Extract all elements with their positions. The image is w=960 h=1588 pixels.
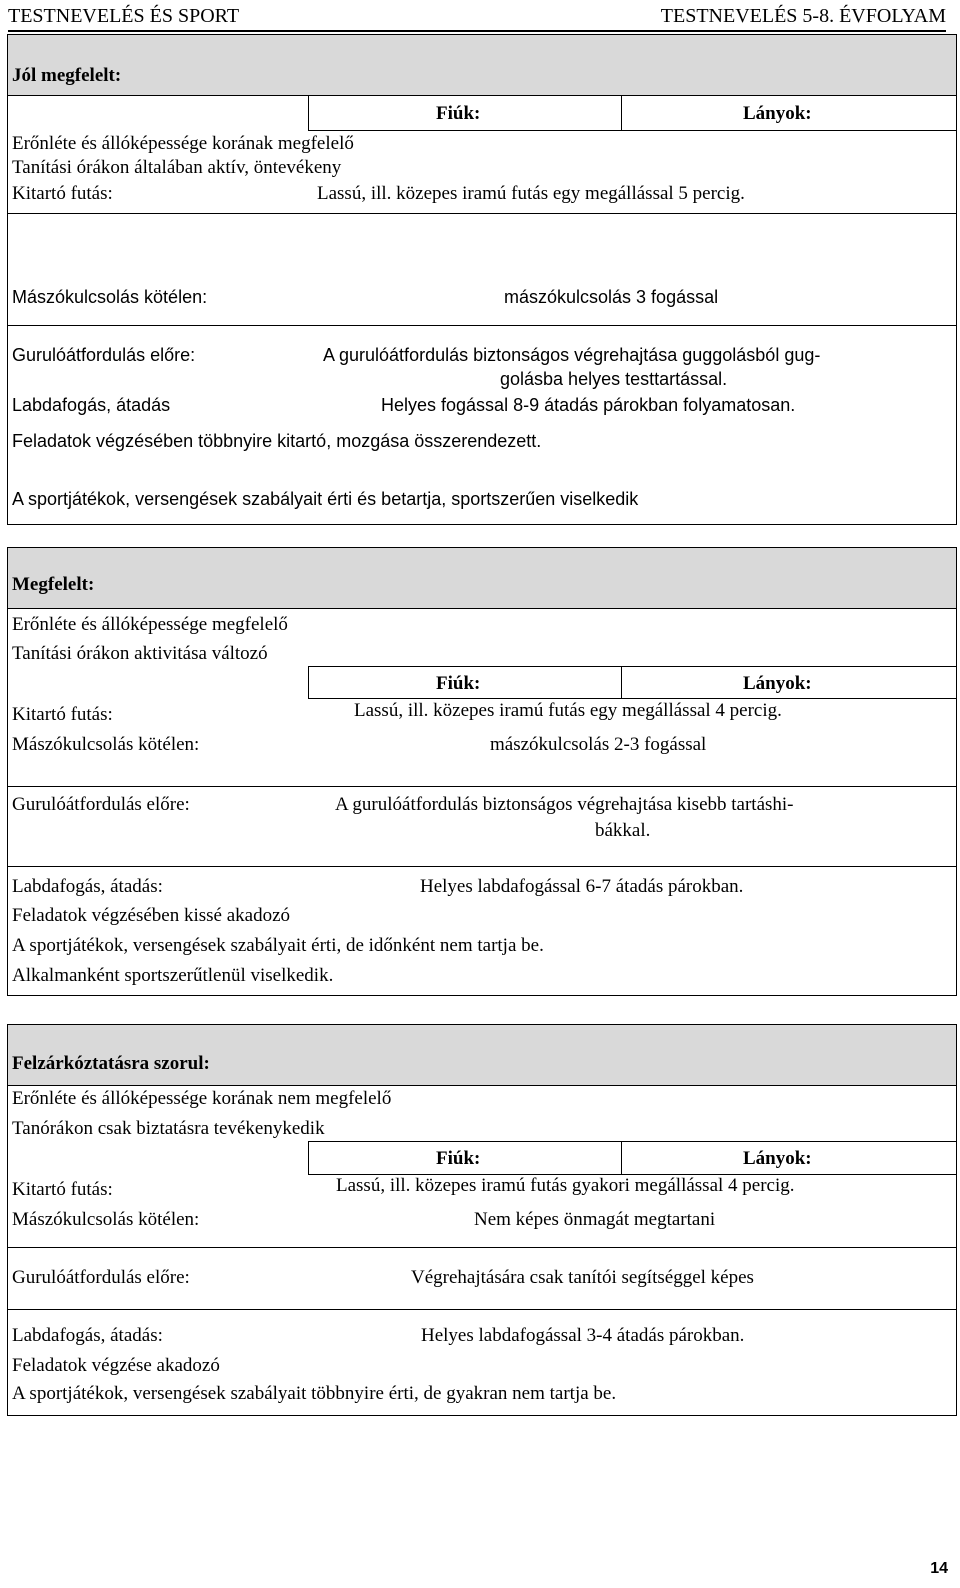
ball-label: Labdafogás, átadás <box>12 395 171 415</box>
boys-header: Fiúk: <box>436 103 481 124</box>
ball-value: Helyes labdafogással 6-7 átadás párokban. <box>420 876 744 897</box>
rules-line: A sportjátékok, versengések szabályait többnyire érti, de gyakran nem tartja be. <box>12 1383 617 1404</box>
climb-label: Mászókulcsolás kötélen: <box>12 287 208 307</box>
header-subject: TESTNEVELÉS ÉS SPORT <box>8 5 240 27</box>
ball-label: Labdafogás, átadás: <box>12 876 163 897</box>
climb-value: mászókulcsolás 3 fogással <box>504 287 719 307</box>
ball-value: Helyes labdafogással 3-4 átadás párokban. <box>421 1325 745 1346</box>
tasks-line: Feladatok végzésében kissé akadozó <box>12 905 291 926</box>
rules-line: A sportjátékok, versengések szabályait érti és betartja, sportszerűen viselkedik <box>12 489 639 509</box>
section-title: Megfelelt: <box>12 574 95 595</box>
header-grade: TESTNEVELÉS 5-8. ÉVFOLYAM <box>660 5 946 27</box>
behaviour-line: Alkalmanként sportszerűtlenül viselkedik. <box>12 965 334 986</box>
roll-value-1: A gurulóátfordulás biztonságos végrehajtása guggolásból gug- <box>323 345 821 365</box>
activity-line: Tanórákon csak biztatásra tevékenykedik <box>12 1118 325 1139</box>
page-header <box>8 4 946 32</box>
fitness-line: Erőnléte és állóképessége korának megfelelő <box>12 133 354 154</box>
climb-value: Nem képes önmagát megtartani <box>474 1209 716 1230</box>
run-value: Lassú, ill. közepes iramú futás egy megállással 4 percig. <box>354 700 782 721</box>
run-label: Kitartó futás: <box>12 183 113 204</box>
section-title-band <box>8 35 956 96</box>
run-value: Lassú, ill. közepes iramú futás gyakori megállással 4 percig. <box>336 1175 795 1196</box>
climb-label: Mászókulcsolás kötélen: <box>12 734 200 755</box>
climb-label: Mászókulcsolás kötélen: <box>12 1209 200 1230</box>
roll-label: Gurulóátfordulás előre: <box>12 1267 190 1288</box>
roll-value-2: golásba helyes testtartással. <box>500 369 728 389</box>
boys-header: Fiúk: <box>436 673 481 694</box>
roll-value-1: A gurulóátfordulás biztonságos végrehajtása kisebb tartáshi- <box>335 794 794 815</box>
tasks-line: Feladatok végzésében többnyire kitartó, mozgása összerendezett. <box>12 431 542 451</box>
ball-label: Labdafogás, átadás: <box>12 1325 163 1346</box>
fitness-line: Erőnléte és állóképessége megfelelő <box>12 614 288 635</box>
page-number: 14 <box>930 1560 948 1577</box>
climb-value: mászókulcsolás 2-3 fogással <box>490 734 707 755</box>
roll-value-2: bákkal. <box>595 820 651 841</box>
fitness-line: Erőnléte és állóképessége korának nem megfelelő <box>12 1088 392 1109</box>
tasks-line: Feladatok végzése akadozó <box>12 1355 220 1376</box>
roll-value: Végrehajtására csak tanítói segítséggel képes <box>411 1267 754 1288</box>
roll-label: Gurulóátfordulás előre: <box>12 794 190 815</box>
section-megfelelt <box>7 547 957 996</box>
run-label: Kitartó futás: <box>12 1179 113 1200</box>
section-title-band <box>8 548 956 609</box>
section-title: Jól megfelelt: <box>12 65 122 86</box>
activity-line: Tanítási órákon általában aktív, öntevékeny <box>12 157 342 178</box>
girls-header: Lányok: <box>743 1148 812 1169</box>
ball-value: Helyes fogással 8-9 átadás párokban folyamatosan. <box>381 395 796 415</box>
activity-line: Tanítási órákon aktivitása változó <box>12 643 268 664</box>
section-title-band <box>8 1025 956 1086</box>
section-jol-megfelelt <box>7 34 957 525</box>
run-label: Kitartó futás: <box>12 704 113 725</box>
section-title: Felzárkóztatásra szorul: <box>12 1053 210 1074</box>
girls-header: Lányok: <box>743 103 812 124</box>
girls-header: Lányok: <box>743 673 812 694</box>
rules-line: A sportjátékok, versengések szabályait érti, de időnként nem tartja be. <box>12 935 544 956</box>
section-felzarkoztatasra-szorul <box>7 1024 957 1416</box>
run-value: Lassú, ill. közepes iramú futás egy megállással 5 percig. <box>317 183 745 204</box>
roll-label: Gurulóátfordulás előre: <box>12 345 196 365</box>
boys-header: Fiúk: <box>436 1148 481 1169</box>
